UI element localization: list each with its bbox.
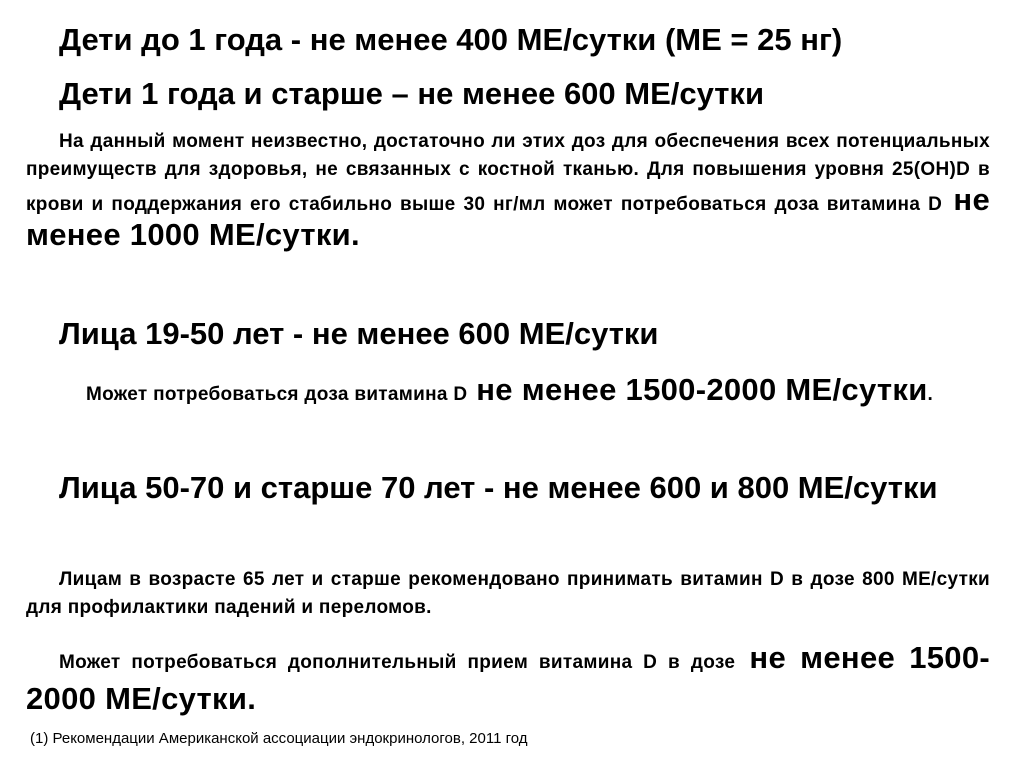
- note-adults-19-50-period: .: [927, 384, 934, 405]
- note-additional-dose-emphasis: не менее 1500-2000 МЕ/сутки.: [26, 640, 991, 716]
- note-dose-sufficiency-text: На данный момент неизвестно, достаточно ли этих доз для обеспечения всех потенциальных преимуществ для здоровья, не связанных с костной тканью. Для повышения уровня 25(OH)D в крови и поддержания его стабильно выше 30 нг/мл может потребоваться доза витамина D: [26, 131, 990, 215]
- adults-19-50-dose-line: Лица 19-50 лет - не менее 600 МЕ/сутки: [59, 316, 659, 351]
- note-additional-dose: [26, 642, 990, 724]
- adults-50-70-dose-line: Лица 50-70 и старше 70 лет - не менее 600 и 800 МЕ/сутки: [59, 470, 938, 505]
- footnote-source: (1) Рекомендации Американской ассоциации эндокринологов, 2011 год: [30, 730, 528, 747]
- children-dose-line: Дети 1 года и старше – не менее 600 МЕ/сутки: [59, 76, 765, 111]
- note-falls-prevention: Лицам в возрасте 65 лет и старше рекомендовано принимать витамин D в дозе 800 МЕ/сутки для профилактики падений и переломов.: [26, 569, 990, 618]
- note-dose-sufficiency: [26, 128, 990, 254]
- note-adults-19-50: [26, 374, 990, 414]
- note-additional-dose-text: Может потребоваться дополнительный прием витамина D в дозе: [59, 652, 736, 673]
- infants-dose-line: Дети до 1 года - не менее 400 МЕ/сутки (МЕ = 25 нг): [59, 22, 843, 57]
- note-adults-19-50-text: Может потребоваться доза витамина D: [86, 384, 468, 405]
- note-adults-19-50-emphasis: не менее 1500-2000 МЕ/сутки: [467, 372, 928, 407]
- note-dose-sufficiency-emphasis: не менее 1000 МЕ/сутки.: [26, 182, 990, 252]
